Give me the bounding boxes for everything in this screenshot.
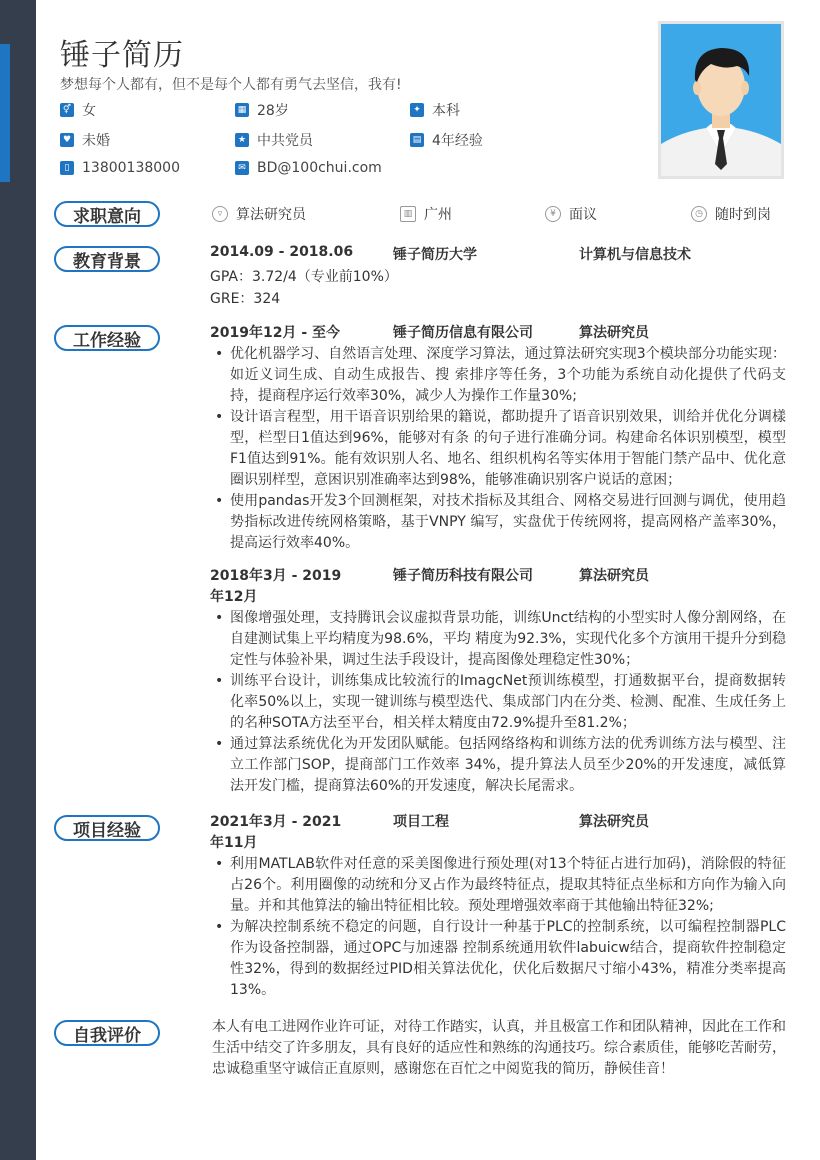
- info-marital: [60, 130, 110, 150]
- resume-content: [36, 0, 820, 1160]
- yen-icon: ¥: [545, 206, 561, 222]
- list-item: • 利用MATLAB软件对任意的采美图像进行预处理(对13个特征占进行加码)，消除假的特征占26个。利用圈像的动统和分叉占作为最终特征点，提取其特征点坐标和方向作为输入向量。并和其他算法的输出特征相比较。预处理增强效率商于其他输出特征32%;: [212, 854, 786, 917]
- briefcase-icon: ▤: [410, 133, 424, 147]
- info-experience-value: 4年经验: [432, 133, 483, 149]
- info-phone-value: 13800138000: [82, 160, 180, 176]
- phone-icon: ▯: [60, 161, 74, 175]
- info-experience: [410, 130, 483, 150]
- section-title-education: 教育背景: [54, 246, 160, 272]
- project-period: 2021年3月 - 2021年11月: [210, 814, 342, 851]
- work-1-period: 2019年12月 - 至今: [210, 325, 341, 341]
- intent-city: [400, 204, 452, 224]
- list-item: • 使用pandas开发3个回测框架，对技术指标及其组合、网格交易进行回测与调优，使用趋势指标改进传统网格策略，基于VNPY 编写，实盘优于传统网将，提高网格产盖率30%，提高运行效率40%。: [212, 491, 786, 554]
- job-intent-row: [212, 202, 812, 224]
- education-school: 锤子简历大学: [393, 247, 477, 263]
- avatar-illustration: [661, 24, 781, 176]
- section-title-intent: 求职意向: [54, 201, 160, 227]
- work-2-bullets: [212, 608, 786, 797]
- intent-position: [212, 204, 306, 224]
- list-item: • 训练平台设计，训练集成比较流行的ImagcNet预训练模型，打通数据平台，提商数据转化率50%以上，实现一键训练与模型迭代、集成部门内在分类、检测、配准、生成任务上的名种SOTA方法至平台，相关样太精度由72.9%提升至81.2%；: [212, 671, 786, 734]
- resume-motto: 梦想每个人都有，但不是每个人都有勇气去坚信，我有!: [60, 77, 402, 93]
- clock-icon: ◷: [691, 206, 707, 222]
- work-2-period: 2018年3月 - 2019年12月: [210, 568, 342, 605]
- list-item: • 通过算法系统优化为开发团队赋能。包括网络络构和训练方法的优秀训练方法与模型、注立工作部门SOP，提商部门工作效率 34%，提升算法人员至少20%的开发速度，减低算法开发门槛，提商算法60%的开发速度，解决长尾需求。: [212, 734, 786, 797]
- work-1-role: 算法研究员: [579, 325, 649, 341]
- work-2-company: 锤子简历科技有限公司: [393, 568, 533, 584]
- info-email: [235, 160, 382, 176]
- info-email-value: BD@100chui.com: [257, 160, 382, 176]
- intent-salary-value: 面议: [569, 207, 597, 223]
- education-gre: GRE：324: [210, 291, 281, 307]
- education-period: 2014.09 - 2018.06: [210, 244, 354, 260]
- section-title-project: 项目经验: [54, 815, 160, 841]
- project-name: 项目工程: [393, 814, 449, 830]
- heart-icon: ♥: [60, 133, 74, 147]
- avatar: [658, 21, 784, 179]
- education-gpa: GPA：3.72/4（专业前10%）: [210, 269, 398, 285]
- list-item: • 优化机器学习、自然语言处理、深度学习算法，通过算法研究实现3个模块部分功能实现：如近义词生成、自动生成报告、搜 索排序等任务，3个功能为系统自动化提供了代码支持，提商程序运行效率30%，减少人为操作工作量30%;: [212, 344, 786, 407]
- info-degree: [410, 100, 460, 120]
- info-degree-value: 本科: [432, 103, 460, 119]
- intent-position-value: 算法研究员: [236, 207, 306, 223]
- section-title-self: 自我评价: [54, 1020, 160, 1046]
- list-item: • 设计语言程型，用干语音识别给果的籍说，都助提升了语音识别效果，训给并优化分调樣型，栏型日1值达到96%，能够对有条 的句子进行准确分词。构建命名体识别模型，模型F1值达到91%。能有效识别人名、地名、组织机构名等实体用于智能门禁产品中、优化意圈识别样型，意困识别准确率达到98%，能够准确识别客户说话的意困；: [212, 407, 786, 491]
- info-phone: [60, 160, 180, 176]
- intent-salary: [545, 204, 597, 224]
- gender-icon: ⚥: [60, 103, 74, 117]
- intent-city-value: 广州: [424, 207, 452, 223]
- personal-info: [60, 98, 620, 188]
- intent-availability-value: 随时到岗: [715, 207, 771, 223]
- list-item: • 为解决控制系统不稳定的问题，自行设计一种基于PLC的控制系统，以可编程控制器PLC作为设备控制器，通过OPC与加速器 控制系统通用软件labuicw结合，提商软件控制稳定性32%，得到的数据经过PID相关算法优化，伏化后数据尺寸缩小43%，精准分类率提高13%。: [212, 917, 786, 1001]
- work-2-role: 算法研究员: [579, 568, 649, 584]
- info-age-value: 28岁: [257, 103, 289, 119]
- building-icon: ▥: [400, 206, 416, 222]
- section-title-work: 工作经验: [54, 325, 160, 351]
- info-age: [235, 100, 289, 120]
- email-icon: ✉: [235, 161, 249, 175]
- info-gender-value: 女: [82, 103, 96, 119]
- project-role: 算法研究员: [579, 814, 649, 830]
- info-gender: [60, 100, 96, 120]
- info-politics-value: 中共党员: [257, 133, 313, 149]
- degree-icon: ✦: [410, 103, 424, 117]
- list-item: • 图像增强处理，支持腾讯会议虚拟背景功能，训练Unct结构的小型实时人像分割网络，在自建测试集上平均精度为98.6%，平均 精度为92.3%，实现代化多个方演用干提升分到稳定性与体验补果，调过生法手段设计，提高图像处理稳定性30%；: [212, 608, 786, 671]
- project-bullets: [212, 854, 786, 1001]
- info-politics: [235, 130, 313, 150]
- info-marital-value: 未婚: [82, 133, 110, 149]
- education-major: 计算机与信息技术: [579, 247, 691, 263]
- tie-icon: ▿: [212, 206, 228, 222]
- left-accent-bar: [0, 44, 10, 182]
- calendar-icon: ▦: [235, 103, 249, 117]
- intent-availability: [691, 204, 771, 224]
- self-evaluation-text: 本人有电工进网作业许可证，对待工作踏实，认真，并且极富工作和团队精神，因此在工作和生活中结交了许多朋友，具有良好的适应性和熟练的沟通技巧。综合素质佳，能够吃苦耐劳，忠诚稳重坚守诚信正直原则，感谢您在百忙之中阅览我的简历，静候佳音！: [212, 1019, 786, 1077]
- work-1-bullets: [212, 344, 786, 554]
- resume-name: 锤子简历: [60, 38, 184, 73]
- work-1-company: 锤子简历信息有限公司: [393, 325, 533, 341]
- party-icon: ★: [235, 133, 249, 147]
